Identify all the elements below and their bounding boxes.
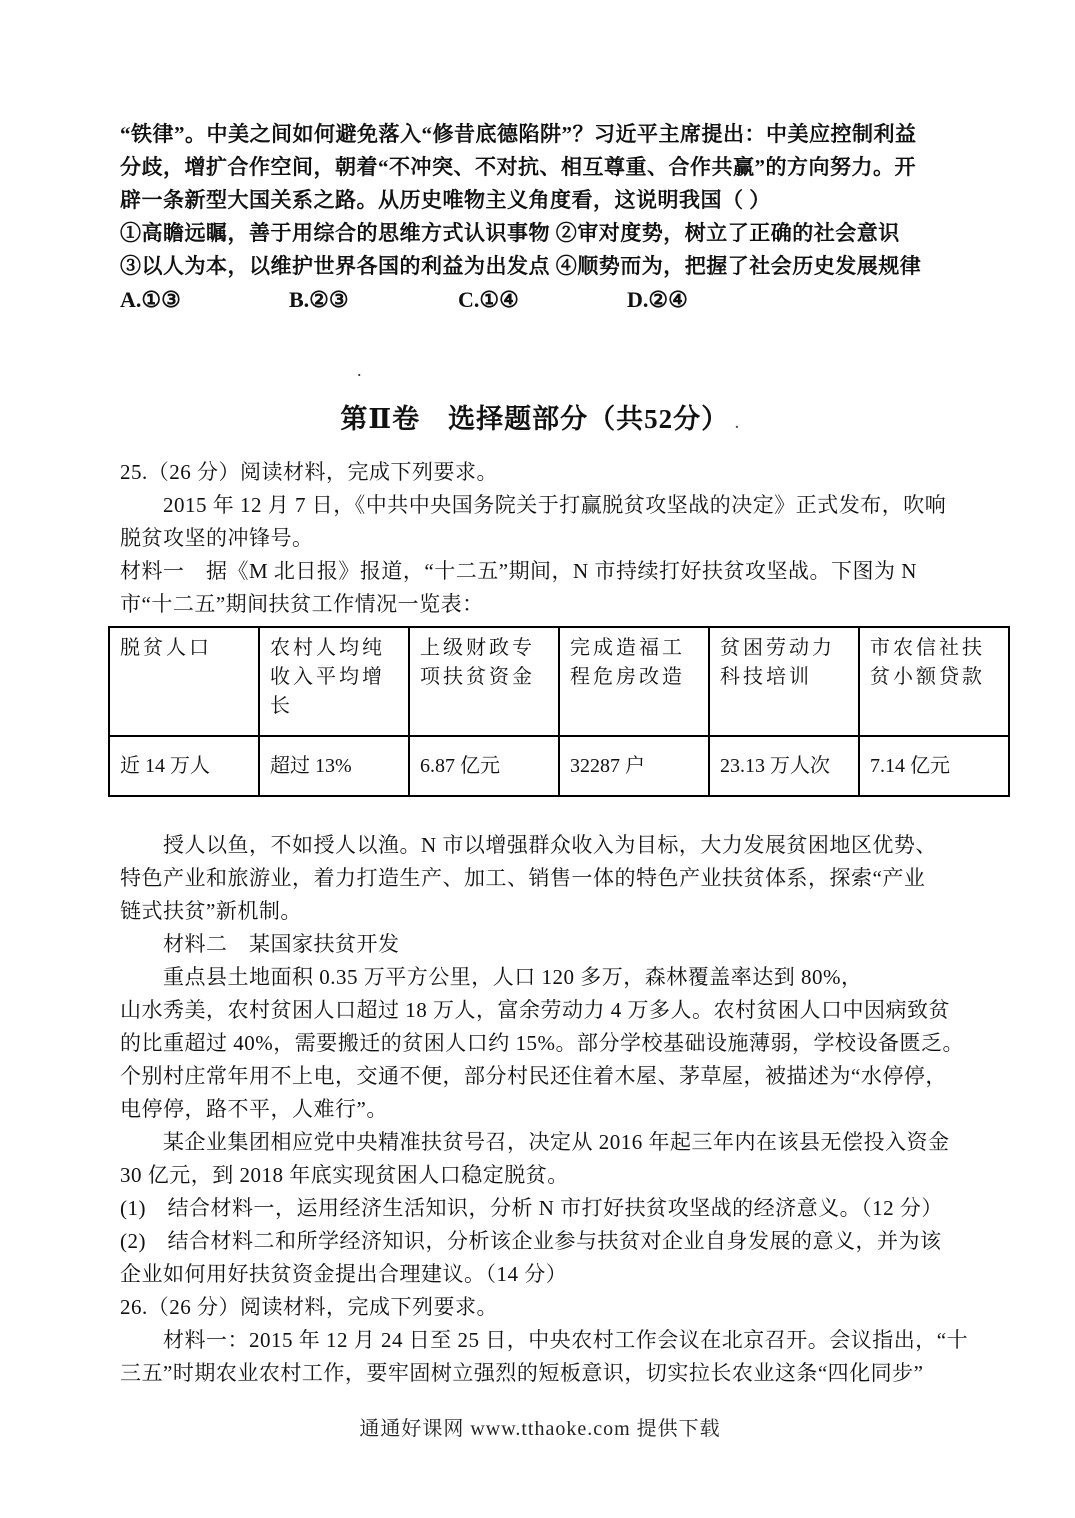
section-title-text: 第Ⅱ卷 选择题部分（共52分）: [340, 404, 730, 434]
question-25-intro: [120, 489, 960, 555]
table-data-cell: 6.87 亿元: [409, 736, 559, 796]
text-line: 山水秀美，农村贫困人口超过 18 万人，富余劳动力 4 万多人。农村贫困人口中因病致贫: [120, 998, 950, 1022]
table-data-row: [109, 736, 1009, 796]
text-line: 脱贫攻坚的冲锋号。: [120, 526, 314, 550]
text-line: “铁律”。中美之间如何避免落入“修昔底德陷阱”？习近平主席提出：中美应控制利益: [120, 122, 917, 146]
text-line: 2015 年 12 月 7 日，《中共中央国务院关于打赢脱贫攻坚战的决定》正式发布，吹响: [120, 493, 947, 517]
table-header-cell: 完成造福工程危房改造: [559, 627, 709, 736]
text-line: ③以人为本，以维护世界各国的利益为出发点 ④顺势而为，把握了社会历史发展规律: [120, 254, 922, 278]
text-line: ①高瞻远瞩，善于用综合的思维方式认识事物 ②审对度势，树立了正确的社会意识: [120, 221, 900, 245]
text-line: 链式扶贫”新机制。: [120, 899, 302, 923]
text-line: 30 亿元，到 2018 年底实现贫困人口稳定脱贫。: [120, 1163, 569, 1187]
text-line: (2) 结合材料二和所学经济知识，分析该企业参与扶贫对企业自身发展的意义，并为该: [120, 1229, 942, 1253]
question-25-block: [120, 456, 960, 621]
option-label: C.①④: [458, 287, 519, 312]
question-25-stem: 25.（26 分）阅读材料，完成下列要求。: [120, 460, 498, 484]
question-26-stem: 26.（26 分）阅读材料，完成下列要求。: [120, 1295, 498, 1319]
text-line: 的比重超过 40%，需要搬迁的贫困人口约 15%。部分学校基础设施薄弱，学校设备匮乏。: [120, 1031, 964, 1055]
footer-text: 通通好课网 www.tthaoke.com 提供下载: [359, 1418, 721, 1440]
table-data-cell: 7.14 亿元: [859, 736, 1009, 796]
text-line: 辟一条新型大国关系之路。从历史唯物主义角度看，这说明我国（ ）: [120, 188, 771, 212]
text-line: 材料二 某国家扶贫开发: [120, 932, 400, 956]
text-line: 授人以鱼，不如授人以渔。N 市以增强群众收入为目标，大力发展贫困地区优势、: [120, 833, 937, 857]
table-data-cell: 32287 户: [559, 736, 709, 796]
option-label: D.②④: [627, 287, 688, 312]
text-line: 某企业集团相应党中央精准扶贫号召，决定从 2016 年起三年内在该县无偿投入资金: [120, 1130, 950, 1154]
question-25-continued-block: [120, 829, 969, 1390]
text-line: 三五”时期农业农村工作，要牢固树立强烈的短板意识，切实拉长农业这条“四化同步”: [120, 1361, 924, 1385]
text-line: 电停停，路不平，人难行”。: [120, 1097, 388, 1121]
table-header-cell: 脱贫人口: [109, 627, 259, 736]
stray-dot: .: [357, 360, 362, 380]
question-24-block: [120, 0, 960, 316]
option-label: B.②③: [289, 287, 349, 312]
question-25-after-table: [120, 829, 964, 1291]
section-title-trailing-dot: .: [735, 417, 740, 432]
text-line: (1) 结合材料一，运用经济生活知识，分析 N 市打好扶贫攻坚战的经济意义。（12 分）: [120, 1196, 943, 1220]
text-line: 个别村庄常年用不上电，交通不便，部分村民还住着木屋、茅草屋，被描述为“水停停，: [120, 1064, 947, 1088]
question-24-text: [120, 118, 960, 283]
text-line: 企业如何用好扶贫资金提出合理建议。（14 分）: [120, 1262, 568, 1286]
table-data-cell: 超过 13%: [259, 736, 409, 796]
poverty-relief-table: [108, 626, 1010, 797]
question-26-material: [120, 1324, 969, 1390]
table-header-row: [109, 627, 1009, 736]
text-line: 重点县土地面积 0.35 万平方公里，人口 120 多万，森林覆盖率达到 80%，: [120, 965, 863, 989]
text-line: 市“十二五”期间扶贫工作情况一览表：: [120, 592, 484, 616]
table-header-cell: 上级财政专项扶贫资金: [409, 627, 559, 736]
answer-options-row: [120, 283, 960, 316]
text-line: 特色产业和旅游业，着力打造生产、加工、销售一体的特色产业扶贫体系，探索“产业: [120, 866, 926, 890]
question-25-material1: [120, 555, 960, 621]
text-line: 材料一 据《M 北日报》报道，“十二五”期间，N 市持续打好扶贫攻坚战。下图为 N: [120, 559, 917, 583]
option-label: A.①③: [120, 287, 181, 312]
text-line: 分歧，增扩合作空间，朝着“不冲突、不对抗、相互尊重、合作共赢”的方向努力。开: [120, 155, 916, 179]
text-line: 材料一：2015 年 12 月 24 日至 25 日，中央农村工作会议在北京召开。会议指出，“十: [120, 1328, 969, 1352]
table-data-cell: 近 14 万人: [109, 736, 259, 796]
table-header-cell: 贫困劳动力科技培训: [709, 627, 859, 736]
table-data-cell: 23.13 万人次: [709, 736, 859, 796]
section-title: [120, 401, 960, 443]
table-header-cell: 农村人均纯收入平均增长: [259, 627, 409, 736]
table-header-cell: 市农信社扶贫小额贷款: [859, 627, 1009, 736]
